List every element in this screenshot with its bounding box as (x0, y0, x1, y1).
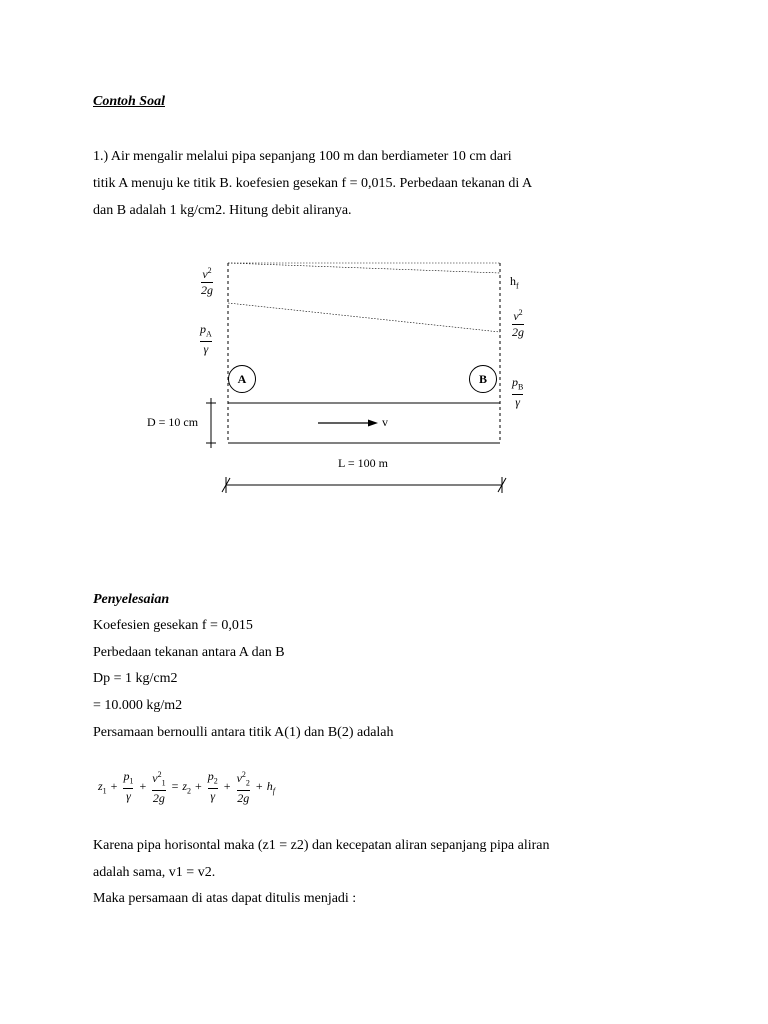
solution-line-3: Dp = 1 kg/cm2 (93, 671, 178, 686)
problem-line-3: dan B adalah 1 kg/cm2. Hitung debit aliranya. (93, 203, 352, 218)
diameter-label: D = 10 cm (147, 415, 199, 429)
solution-line-5: Persamaan bernoulli antara titik A(1) dan B(2) adalah (93, 725, 394, 740)
v2-over-2g-left: $v^2$ 2g (201, 266, 213, 297)
pa-over-gamma: $p_A$ γ (200, 322, 212, 357)
solution-line-4: = 10.000 kg/m2 (93, 698, 183, 713)
hf-label: $h_f$ (510, 274, 519, 291)
length-label: L = 100 m (338, 456, 388, 470)
solution-line-8: Maka persamaan di atas dapat ditulis menjadi : (93, 891, 357, 906)
velocity-label: v (382, 415, 388, 429)
pb-over-gamma: $p_B$ γ (512, 375, 524, 410)
solution-line-1: Koefesien gesekan f = 0,015 (93, 618, 253, 633)
bernoulli-equation: $z_1$ + $\frac{p_1}{\gamma}$ + $\frac{v^2_1}{2g}$ = $z_2$ + $\frac{p_2}{\gamma}$ + $\frac{v^2_2}{2g}$ + $h_f$ (98, 769, 275, 806)
point-b-circle: B (469, 365, 497, 393)
problem-line-2: titik A menuju ke titik B. koefesien gesekan f = 0,015. Perbedaan tekanan di A (93, 176, 533, 191)
v2-over-2g-right: $v^2$ 2g (512, 308, 524, 339)
problem-line-1: 1.) Air mengalir melalui pipa sepanjang 100 m dan berdiameter 10 cm dari (93, 149, 512, 164)
energy-line (228, 263, 500, 273)
hydraulic-grade-line (228, 303, 500, 332)
solution-heading: Penyelesaian (93, 592, 170, 607)
point-a-circle: A (228, 365, 256, 393)
solution-line-2: Perbedaan tekanan antara A dan B (93, 645, 285, 660)
solution-line-7: adalah sama, v1 = v2. (93, 865, 216, 880)
page-title: Contoh Soal (93, 94, 165, 109)
solution-line-6: Karena pipa horisontal maka (z1 = z2) dan kecepatan aliran sepanjang pipa aliran (93, 838, 550, 853)
